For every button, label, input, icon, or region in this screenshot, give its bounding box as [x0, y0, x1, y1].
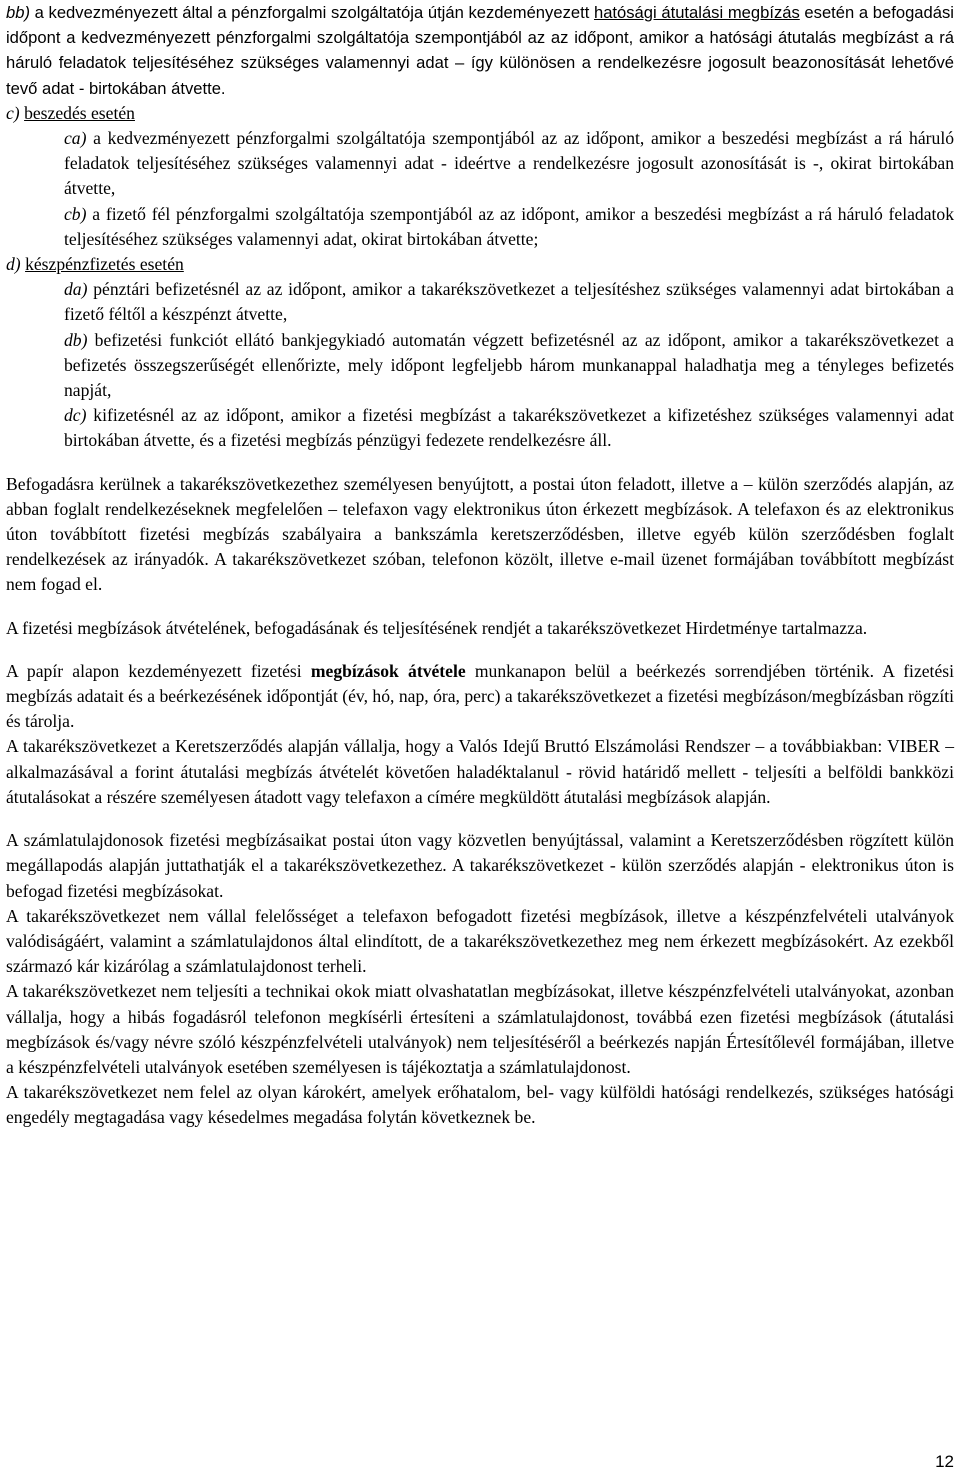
spacer: [6, 641, 954, 659]
spacer: [6, 454, 954, 472]
spacer: [6, 598, 954, 616]
item-ca: ca) a kedvezményezett pénzforgalmi szolgáltatója szempontjából az az időpont, amikor a beszedési megbízást a rá háruló feladatok teljesítéséhez szükséges valamennyi adat - ideértve a rendelkezésre jogosult azonosítását is -, okirat birtokában átvette,: [64, 128, 954, 199]
bold-phrase: megbízások átvétele: [310, 660, 466, 681]
document-page: [6, 0, 954, 1131]
paragraph-papir-alapon: A papír alapon kezdeményezett fizetési megbízások átvétele munkanapon belül a beérkezés sorrendjében történik. A fizetési megbízás adatait és a beérkezésének időpontját (év, hó, nap, óra, perc) a takarékszövetkezet a fizetési megbízáson/megbízásban rögzíti és tárolja.: [6, 660, 954, 732]
item-dc: dc) kifizetésnél az az időpont, amikor a fizetési megbízást a takarékszövetkezet a kifizetéshez szükséges valamennyi adat birtokában átvette, és a fizetési megbízás pénzügyi fedezete rendelkezésre áll.: [64, 405, 954, 451]
item-bb: bb) a kedvezményezett által a pénzforgalmi szolgáltatója útján kezdeményezett hatósági átutalási megbízás esetén a befogadási időpont a kedvezményezett pénzforgalmi szolgáltatója szempontjából az az időpont, amikor a hatósági átutalás megbízást a rá háruló feladatok teljesítéséhez szükséges valamennyi adat – így különösen a rendelkezésre jogosult beazonosítását lehetővé tevő adat - birtokában átvette.: [6, 3, 954, 98]
paragraph-olvashatatlan: A takarékszövetkezet nem teljesíti a technikai okok miatt olvashatatlan megbízásokat, illetve készpénzfelvételi utalványokat, azonban vállalja, hogy a hibás fogadásról telefonon megkísérli értesíteni a számlatulajdonost, továbbá ezen fizetési megbízások (átutalási megbízások és/vagy névre szóló készpénzfelvételi utalványok) nem teljesítéséről a beérkezés napján Értesítőlevél formájában, illetve a készpénzfelvételi utalványok esetében személyesen is tájékoztatja a számlatulajdonost.: [6, 981, 954, 1077]
paragraph-szamlatulajdonosok: A számlatulajdonosok fizetési megbízásaikat postai úton vagy közvetlen benyújtással, valamint a Keretszerződésben rögzített külön megállapodás alapján juttathatják el a takarékszövetkezethez. A takarékszövetkezet - külön szerződés alapján - elektronikus úton is befogad fizetési megbízásokat.: [6, 830, 954, 901]
paragraph-hirdetmeny: A fizetési megbízások átvételének, befogadásának és teljesítésének rendjét a takarékszövetkezet Hirdetménye tartalmazza.: [6, 617, 868, 638]
heading-d: d) készpénzfizetés esetén: [6, 254, 184, 275]
paragraph-felelosseg: A takarékszövetkezet nem vállal felelősséget a telefaxon befogadott fizetési megbízások, illetve a készpénzfelvételi utalványok valódiságáért, valamint a számlatulajdonos által elindított, de a takarékszövetkezethez meg nem érkezett megbízásokért. Az ezekből származó kár kizárólag a számlatulajdonost terheli.: [6, 905, 954, 977]
heading-c: c) beszedés esetén: [6, 102, 135, 123]
item-bb-label: bb): [6, 3, 30, 22]
item-cb: cb) a fizető fél pénzforgalmi szolgáltatója szempontjából az az időpont, amikor a beszedési megbízást a rá háruló feladatok teljesítéséhez szükséges valamennyi adat, okirat birtokában átvette;: [64, 203, 954, 249]
paragraph-karok: A takarékszövetkezet nem felel az olyan károkért, amelyek erőhatalom, bel- vagy külföldi hatósági rendelkezés, szükséges hatósági engedély megtagadása vagy késedelmes megadása folytán következnek be.: [6, 1082, 954, 1128]
page-number: 12: [935, 1452, 954, 1471]
item-da: da) pénztári befizetésnél az az időpont, amikor a takarékszövetkezet a teljesítéshez szükséges valamennyi adat birtokában a fizető féltől a készpénzt átvette,: [64, 279, 954, 325]
spacer: [6, 810, 954, 828]
item-db: db) befizetési funkciót ellátó bankjegykiadó automatán végzett befizetésnél az az időpont, amikor a takarékszövetkezet a befizetés összegszerűségét ellenőrizte, mely időpont legfeljebb három munkanappal haladhatja meg a tényleges befizetés napját,: [64, 329, 954, 401]
paragraph-viber: A takarékszövetkezet a Keretszerződés alapján vállalja, hogy a Valós Idejű Bruttó Elszámolási Rendszer – a továbbiakban: VIBER – alkalmazásával a forint átutalási megbízás átvételét követően haladéktalanul - rövid határidő mellett - teljesíti a belföldi bankközi átutalásokat a részére személyesen átadott vagy telefaxon a címére megküldött átutalási megbízások alapján.: [6, 736, 954, 807]
paragraph-befogadas: Befogadásra kerülnek a takarékszövetkezethez személyesen benyújtott, a postai úton feladott, illetve a – külön szerződés alapján, az abban foglalt rendelkezéseknek megfelelően – telefaxon vagy elektronikus úton érkezett megbízások. A telefaxon és az elektronikus úton továbbított fizetési megbízás szabályaira a bankszámla keretszerződésben, illetve egyéb külön szerződésben foglalt rendelkezések az irányadók. A takarékszövetkezet szóban, telefonon közölt, illetve e-mail üzenet formájában továbbított megbízást nem fogad el.: [6, 473, 954, 595]
item-bb-link: hatósági átutalási megbízás: [593, 3, 800, 22]
